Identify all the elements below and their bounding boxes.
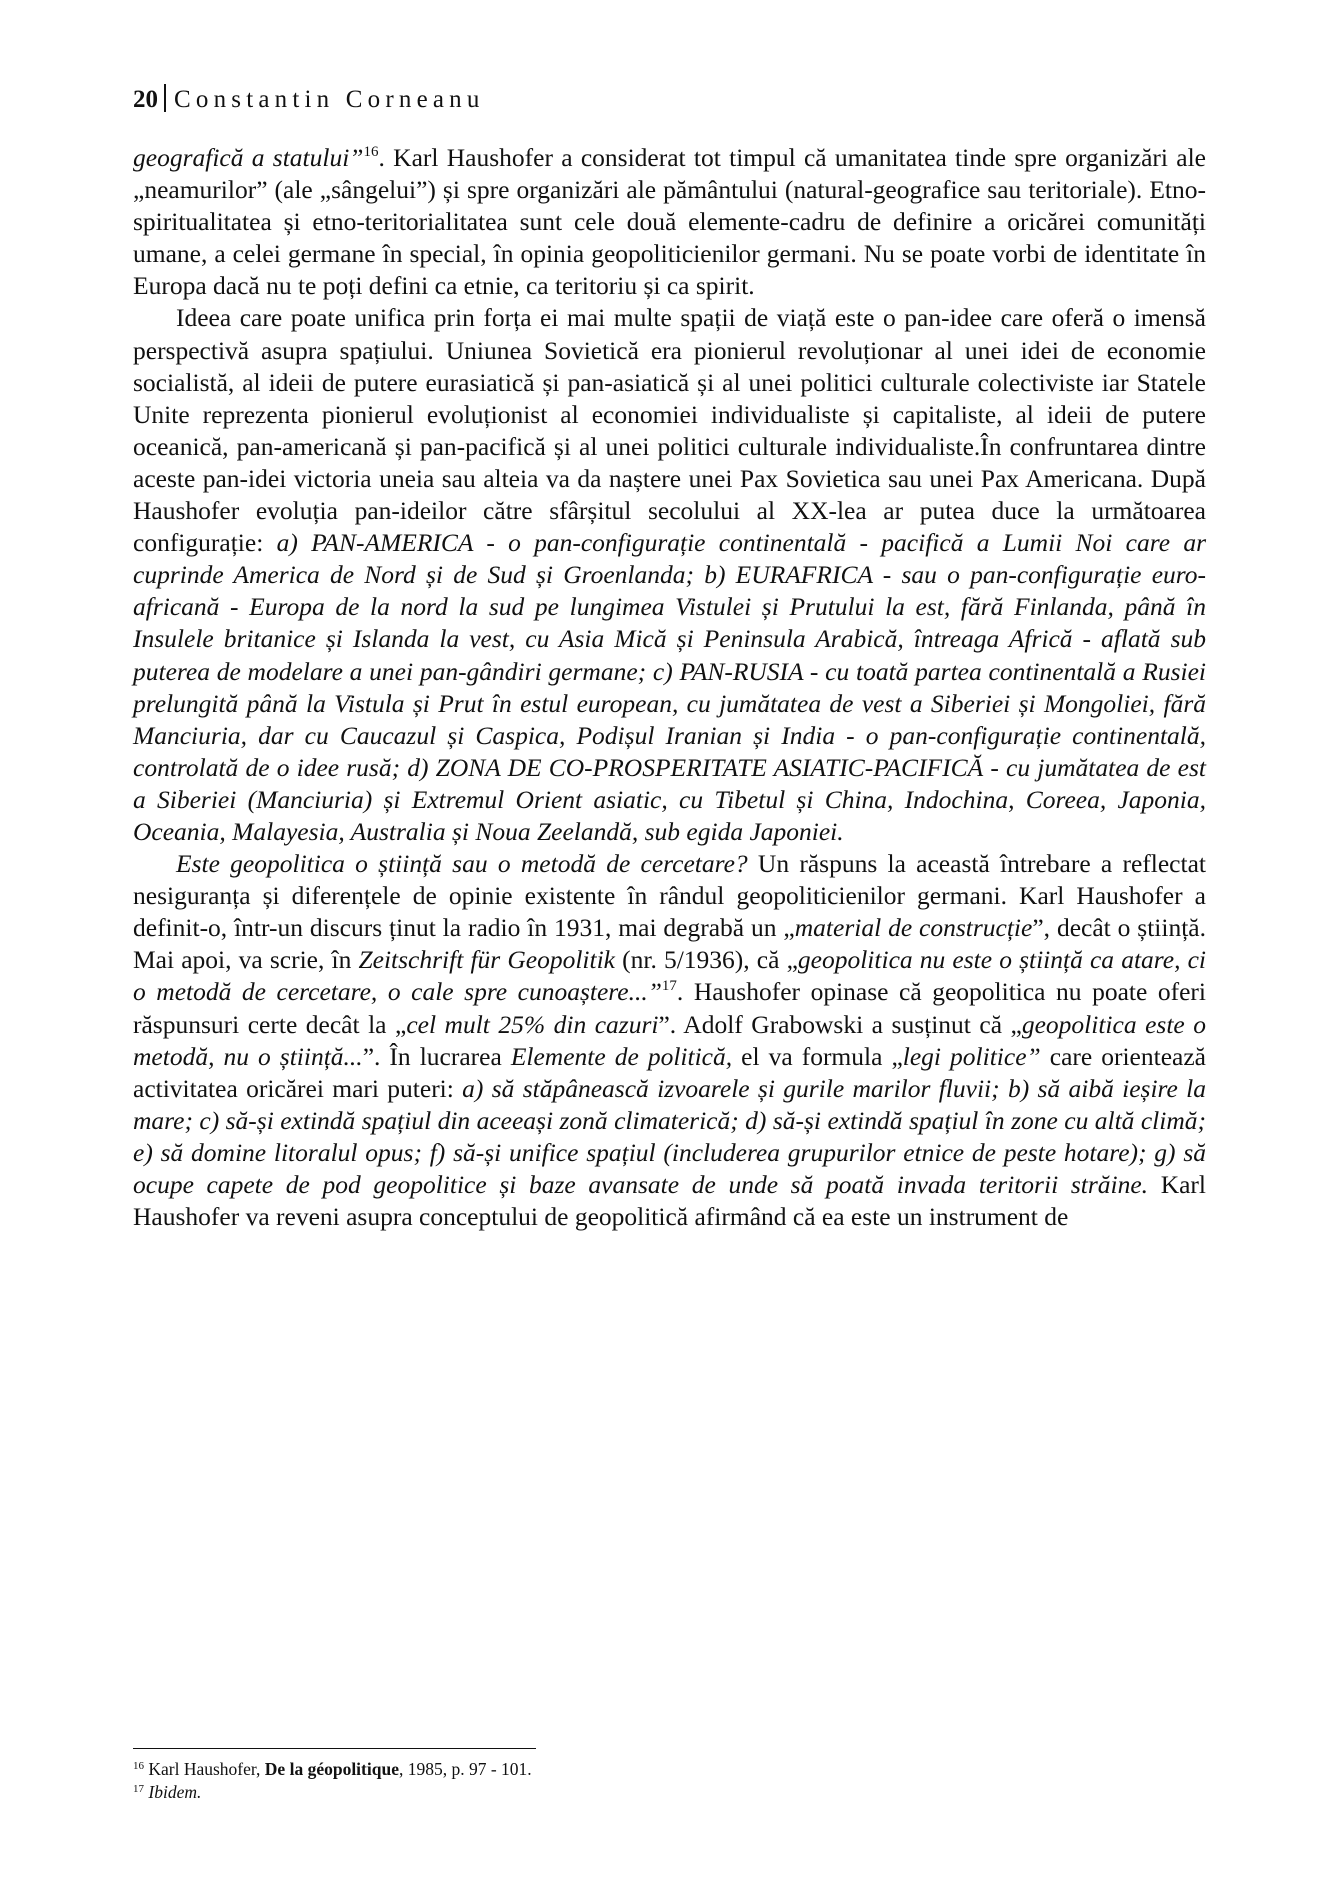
- footnotes: [133, 1758, 1206, 1804]
- footnote-number: 17: [133, 1783, 144, 1795]
- footnote-16: [133, 1758, 1206, 1781]
- text-run: (nr. 5/1936), că „: [614, 945, 798, 975]
- footnote-17: [133, 1781, 1206, 1804]
- paragraph-2: [133, 302, 1206, 848]
- body-text: [133, 142, 1206, 1233]
- italic-configurations-list: a) PAN-AMERICA - o pan-configurație continentală - pacifică a Lumii Noi care ar cuprinde America de Nord și de Sud și Groenlanda; b) EURAFRICA - sau o pan-configurație euro-africană - Europa de la nord la sud pe lungimea Vistulei și Prutului la est, fără Finlanda, până în Insulele britanice și Islanda la vest, cu Asia Mică și Peninsula Arabică, întreaga Africă - aflată sub puterea de modelare a unei pan-gândiri germane; c) PAN-RUSIA - cu toată partea continentală a Rusiei prelungită până la Vistula și Prut în estul european, cu jumătatea de vest a Siberiei și Mongoliei, fără Manciuria, dar cu Caucazul și Caspica, Podișul Iranian și India - o pan-configurație continentală, controlată de o idee rusă; d) ZONA DE CO-PROSPERITATE ASIATIC-PACIFICĂ - cu jumătatea de est a Siberiei (Manciuria) și Extremul Orient asiatic, cu Tibetul și China, Indochina, Coreea, Japonia, Oceania, Malayesia, Australia și Noua Zeelandă, sub egida Japoniei.: [133, 528, 1206, 846]
- footnote-text: Ibidem.: [148, 1782, 202, 1802]
- author-name: Constantin Corneanu: [174, 86, 485, 113]
- journal-title: Zeitschrift für Geopolitik: [358, 945, 615, 975]
- text-run: Karl Haushofer va reveni asupra conceptului de geopolitică afirmând că ea este un instrument de: [133, 1170, 1207, 1232]
- running-header: [133, 84, 485, 115]
- italic-phrase: material de construcție: [794, 913, 1033, 943]
- text-run: . Karl Haushofer a considerat tot timpul că umanitatea tinde spre organizări ale „neamurilor” (ale „sângelui”) și spre organizări ale pământului (natural-geografice sau teritoriale). Etno-spiritualitatea și etno-teritorialitatea sunt cele două elemente-cadru de definire a oricărei comunități umane, a celei germane în special, în opinia geopoliticienilor germani. Nu se poate vorbi de identitate în Europa dacă nu te poți defini ca etnie, ca teritoriu și ca spirit.: [133, 143, 1206, 301]
- italic-question: Este geopolitica o știință sau o metodă de cercetare?: [176, 849, 748, 879]
- italic-quote: legi politice”: [902, 1041, 1041, 1071]
- footnote-ref-17[interactable]: 17: [661, 978, 677, 995]
- text-run: Ideea care poate unifica prin forța ei mai multe spații de viață este o pan-idee care oferă o imensă perspectivă asupra spațiului. Uniunea Sovietică era pionierul revoluționar al unei idei de economie socialistă, al ideii de putere eurasiatică și pan-asiatică și al unei politici culturale colectiviste iar Statele Unite reprezenta pionierul evoluționist al economiei individualiste și capitaliste, al ideii de putere oceanică, pan-americană și pan-pacifică și al unei politici culturale individualiste.În confruntarea dintre aceste pan-idei victoria uneia sau alteia va da naștere unei Pax Sovietica sau unei Pax Americana. După Haushofer evoluția pan-ideilor către sfârșitul secolului al XX-lea ar putea duce la următoarea configurație:: [133, 303, 1206, 558]
- footnote-title: De la géopolitique: [264, 1759, 399, 1779]
- text-run: . Haushofer opinase că geopolitica nu poate oferi răspunsuri certe decât la „: [133, 977, 1206, 1039]
- footnote-details: , 1985, p. 97 - 101.: [398, 1759, 532, 1779]
- italic-laws-list: a) să stăpânească izvoarele și gurile marilor fluvii; b) să aibă ieșire la mare; c) să-și extindă spațiul din aceeași zonă climaterică; d) să-și extindă spațiul în zone cu altă climă; e) să domine litoralul opus; f) să-și unifice spațiul (includerea grupurilor etnice de peste hotare); g) să ocupe capete de pod geopolitice și baze avansate de unde să poată invada teritorii străine.: [133, 1073, 1206, 1199]
- italic-quote: cel mult 25% din cazuri: [406, 1009, 659, 1039]
- footnote-number: 16: [133, 1760, 144, 1772]
- italic-quote: geopolitica nu este o știință ca atare, ci o metodă de cercetare, o cale spre cunoaștere...”: [133, 945, 1206, 1007]
- text-run: ”. Adolf Grabowski a susținut că „: [658, 1009, 1022, 1039]
- footnote-ref-16[interactable]: 16: [363, 144, 379, 160]
- italic-quote: geopolitica este o metodă, nu o știință...: [133, 1009, 1206, 1071]
- text-run: care orientează activitatea oricărei mari puteri:: [133, 1041, 1206, 1103]
- page-number: 20: [133, 86, 158, 113]
- text-run: Un răspuns la această întrebare a reflectat nesiguranța și diferențele de opinie existente în rândul geopoliticienilor germani. Karl Haushofer a definit-o, într-un discurs ținut la radio în 1931, mai degrabă un „: [133, 849, 1206, 943]
- footnote-author: Karl Haushofer,: [148, 1759, 265, 1779]
- paragraph-1: [133, 142, 1206, 302]
- header-divider: [164, 84, 166, 112]
- text-run: ”. În lucrarea: [362, 1041, 511, 1071]
- paragraph-3: [133, 848, 1206, 1233]
- italic-phrase: geografică a statului”: [133, 143, 364, 172]
- footnote-separator: [133, 1748, 536, 1749]
- book-title: Elemente de politică,: [510, 1041, 733, 1071]
- text-run: ”, decât o știință. Mai apoi, va scrie, în: [133, 913, 1206, 975]
- text-run: el va formula „: [732, 1041, 903, 1071]
